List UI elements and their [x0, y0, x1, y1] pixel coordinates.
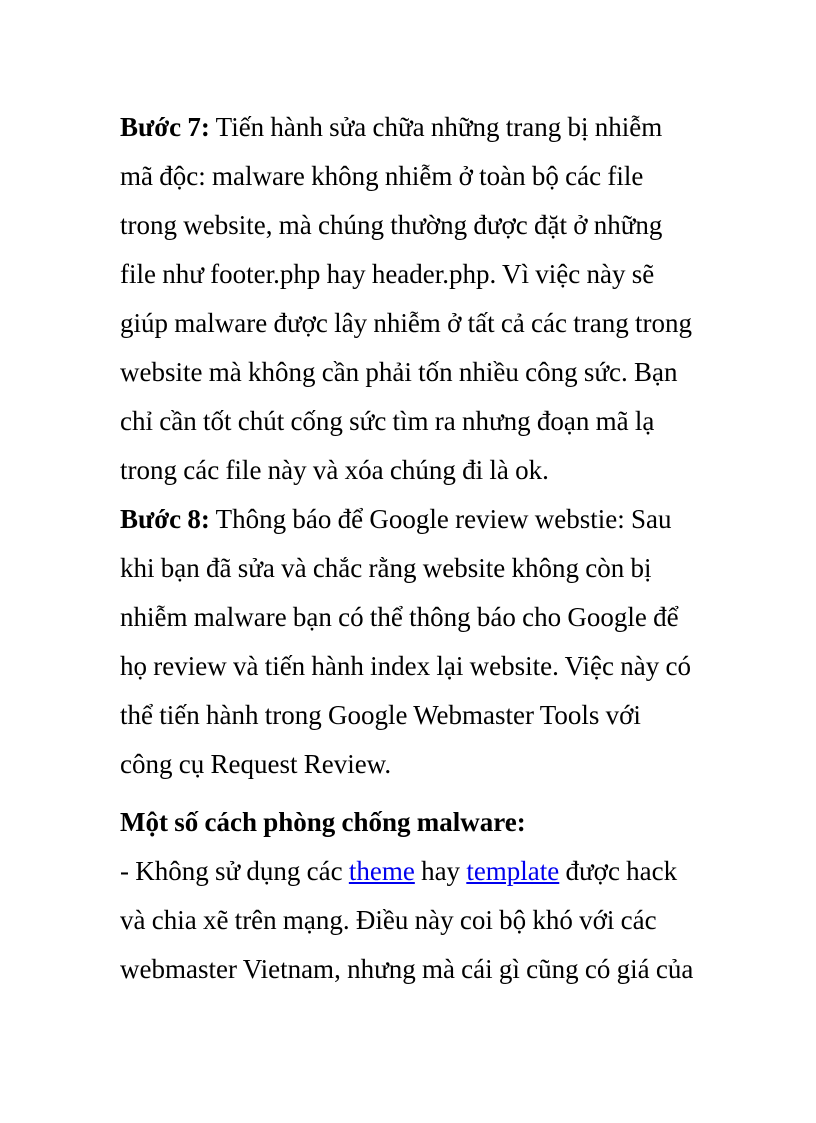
prevention-suffix: được hack [559, 856, 678, 886]
step-8-line-5: thể tiến hành trong Google Webmaster Tools với [120, 700, 641, 730]
prevention-paragraph [120, 847, 720, 994]
step-8-line-4: họ review và tiến hành index lại website. Việc này có [120, 651, 691, 681]
prevention-prefix: - Không sử dụng các [120, 856, 349, 886]
step-8-line-2: khi bạn đã sửa và chắc rằng website không còn bị [120, 553, 652, 583]
step-7-line-2: mã độc: malware không nhiễm ở toàn bộ các file [120, 161, 644, 191]
step-7-line-5: giúp malware được lây nhiễm ở tất cả các trang trong [120, 308, 692, 338]
step-7-line-8: trong các file này và xóa chúng đi là ok. [120, 455, 549, 485]
step-8-text-1: Thông báo để Google review webstie: Sau [209, 504, 672, 534]
prevention-middle: hay [414, 856, 467, 886]
prevention-line-1 [120, 847, 720, 896]
step-7-line-7: chỉ cần tốt chút cống sức tìm ra nhưng đoạn mã lạ [120, 406, 655, 436]
template-link[interactable]: template [466, 856, 560, 886]
step-7-line-4: file như footer.php hay header.php. Vì việc này sẽ [120, 259, 655, 289]
step-8-line-3: nhiễm malware bạn có thể thông báo cho Google để [120, 602, 679, 632]
document-body [120, 103, 720, 994]
step-7-paragraph [120, 103, 720, 495]
prevention-heading: Một số cách phòng chống malware: [120, 807, 526, 837]
prevention-line-2: và chia xẽ trên mạng. Điều này coi bộ khó với các [120, 905, 657, 935]
step-7-label: Bước 7: [120, 112, 210, 142]
theme-link[interactable]: theme [348, 856, 415, 886]
step-8-label: Bước 8: [120, 504, 210, 534]
step-7-line-6: website mà không cần phải tốn nhiều công sức. Bạn [120, 357, 678, 387]
step-8-paragraph [120, 495, 720, 789]
step-8-line-6: công cụ Request Review. [120, 749, 392, 779]
step-8-line-1 [120, 495, 720, 544]
prevention-line-3: webmaster Vietnam, nhưng mà cái gì cũng có giá của [120, 954, 694, 984]
step-7-text-1: Tiến hành sửa chữa những trang bị nhiễm [209, 112, 663, 142]
step-7-line-1 [120, 103, 720, 152]
step-7-line-3: trong website, mà chúng thường được đặt ở những [120, 210, 663, 240]
